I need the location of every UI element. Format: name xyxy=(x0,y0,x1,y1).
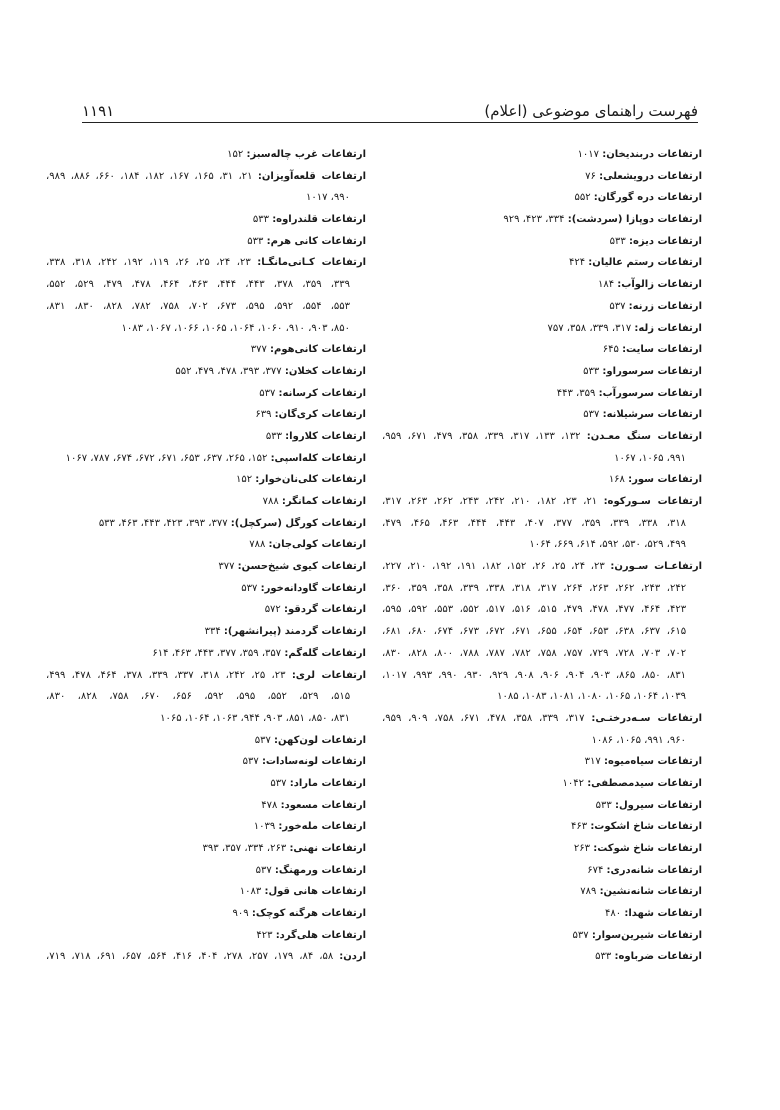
entry-page-refs: ۱۵۲، ۲۶۵، ۶۳۷، ۶۵۳، ۶۷۱، ۶۷۲، ۶۷۴، ۷۸۷، ۱۰۶۷ xyxy=(65,452,268,464)
index-entry-continuation xyxy=(46,318,366,340)
index-entry-continuation xyxy=(382,621,702,643)
entry-page-refs: ۳۱۷، ۳۳۹، ۳۵۸، ۷۵۷ xyxy=(547,322,632,334)
entry-heading: ارتفاعات هرگنه کوچک: xyxy=(251,908,366,920)
index-entry xyxy=(46,599,366,621)
index-entry xyxy=(382,708,702,730)
entry-page-refs: ۲۱، ۳۱، ۱۶۵، ۱۶۷، ۱۸۲، ۱۸۴، ۶۶۰، ۸۸۶، ۹۸۹، xyxy=(46,170,253,182)
entry-page-refs: ۸۳۱، ۸۵۰، ۸۶۵، ۹۰۳، ۹۰۴، ۹۰۶، ۹۰۸، ۹۲۹، ۹۳۰، ۹۹۰، ۹۹۳، ۱۰۱۷، xyxy=(382,669,687,681)
index-entry xyxy=(46,404,366,426)
index-entry xyxy=(382,838,702,860)
entry-heading: ارتفاعات کانی‌هوم: xyxy=(270,344,366,356)
entry-heading: ارتفاعات کلی‌نان‌خوار: xyxy=(255,474,366,486)
entry-heading: ارتفاعات سنگ معـدن: xyxy=(586,430,702,442)
index-entry xyxy=(382,795,702,817)
entry-page-refs: ۷۸۸ xyxy=(249,539,266,551)
index-entry xyxy=(46,925,366,947)
entry-page-refs: ۵۳۷ xyxy=(572,929,589,941)
index-entry xyxy=(382,773,702,795)
entry-heading: ارتفاعات سور: xyxy=(628,474,702,486)
entry-page-refs: ۳۷۷، ۳۹۳، ۴۲۳، ۴۴۳، ۴۶۳، ۵۳۳ xyxy=(98,517,228,529)
entry-heading: ارتفاعات سیاه‌میوه: xyxy=(603,756,702,768)
entry-page-refs: ۴۶۳ xyxy=(571,821,588,833)
index-entry xyxy=(46,361,366,383)
entry-page-refs: ۵۳۳ xyxy=(265,430,282,442)
index-entry xyxy=(382,469,702,491)
entry-page-refs: ۴۲۳، ۴۶۴، ۴۷۷، ۴۷۸، ۴۷۹، ۵۱۵، ۵۱۶، ۵۱۷، ۵۵۲، ۵۵۳، ۵۹۲، ۵۹۵، xyxy=(382,604,687,616)
entry-heading: ارتفاعات ماراد: xyxy=(289,777,366,789)
index-entry-continuation xyxy=(46,187,366,209)
entry-page-refs: ۵۸، ۸۴، ۱۷۹، ۲۵۷، ۲۷۸، ۴۰۴، ۴۱۶، ۵۶۴، ۶۵۷، ۶۹۱، ۷۱۸، ۷۱۹، xyxy=(46,951,334,963)
entry-heading: ارتفاعات دربندیخان: xyxy=(602,149,702,160)
index-entry xyxy=(46,252,366,274)
entry-page-refs: ۷۶ xyxy=(585,170,596,182)
entry-page-refs: ۲۳، ۲۴، ۲۵، ۲۶، ۱۱۹، ۱۹۲، ۲۴۲، ۳۱۸، ۳۳۸، xyxy=(46,257,251,269)
index-entry xyxy=(382,318,702,340)
entry-page-refs: ۲۱، ۲۳، ۱۸۲، ۲۱۰، ۲۴۲، ۲۴۳، ۲۶۲، ۲۶۳، ۳۱۷، xyxy=(382,496,598,507)
index-entry xyxy=(382,860,702,882)
index-entry xyxy=(46,339,366,361)
entry-heading: ارتفاعات کورگل (سرکچل): xyxy=(230,517,366,529)
index-entry xyxy=(382,426,702,448)
entry-page-refs: ۴۷۸ xyxy=(261,799,278,811)
entry-heading: ارتفاعات کمانگر: xyxy=(281,496,366,507)
index-entry xyxy=(46,730,366,752)
entry-page-refs: ۶۷۴ xyxy=(587,864,604,876)
entry-heading: ارتفاعات سیدمصطفی: xyxy=(587,777,702,789)
index-entry xyxy=(46,773,366,795)
entry-heading: ارتفاعات غرب چاله‌سبز: xyxy=(246,149,366,160)
entry-heading: ارتفاعات مله‌خور: xyxy=(278,821,366,833)
entry-heading: ارتفاعات شاخ اشکوت: xyxy=(590,821,702,833)
index-entry-continuation xyxy=(382,578,702,600)
entry-heading: ارتفاعات سـورکوه: xyxy=(603,496,702,507)
entry-page-refs: ۱۰۳۹، ۱۰۶۴، ۱۰۶۵، ۱۰۸۰، ۱۰۸۱، ۱۰۸۳، ۱۰۸۵ xyxy=(497,691,686,703)
entry-heading: ارتفاعات سرسورآب: xyxy=(598,387,702,399)
index-entry xyxy=(46,166,366,188)
entry-heading: ارتفاعات گله‌گم: xyxy=(284,647,366,659)
index-entry xyxy=(382,751,702,773)
entry-heading: ارتفاعات شاخ شوکت: xyxy=(593,843,702,854)
index-entry-continuation xyxy=(382,513,702,535)
index-entry xyxy=(46,448,366,470)
index-entry xyxy=(46,946,366,968)
entry-heading: ارتفاعات سـه‌درختـی: xyxy=(591,712,702,724)
entry-page-refs: ۱۳۲، ۱۳۳، ۳۱۷، ۳۳۹، ۳۵۸، ۴۷۹، ۶۷۱، ۹۵۹، xyxy=(382,430,581,442)
entry-page-refs: ۳۱۷ xyxy=(584,756,601,768)
entry-heading: ارتفاعات شهدا: xyxy=(624,908,702,920)
entry-heading: ارتفاعات قلندراوه: xyxy=(272,214,366,226)
entry-page-refs: ۴۲۴ xyxy=(568,257,586,269)
index-entry xyxy=(46,751,366,773)
entry-page-refs: ۱۵۲ xyxy=(227,149,244,160)
index-entry xyxy=(46,231,366,253)
entry-heading: ارتفاعات لونه‌سادات: xyxy=(261,756,366,768)
index-entry xyxy=(46,383,366,405)
entry-page-refs: ۹۰۹ xyxy=(232,908,249,920)
index-entry-continuation xyxy=(382,534,702,556)
index-entry xyxy=(46,621,366,643)
entry-heading: ارتفاعات کرسانه: xyxy=(278,387,366,399)
entry-page-refs: ۵۵۳، ۵۵۴، ۵۹۲، ۵۹۵، ۶۷۳، ۷۰۲، ۷۵۸، ۷۸۲، ۸۲۸، ۸۳۰، ۸۳۱، xyxy=(46,300,351,312)
entry-page-refs: ۵۳۷ xyxy=(609,300,626,312)
entry-page-refs: ۵۳۳ xyxy=(583,365,600,377)
index-entry xyxy=(382,187,702,209)
index-entry xyxy=(382,209,702,231)
index-entry xyxy=(382,925,702,947)
index-entry xyxy=(382,252,702,274)
entry-heading: اردن: xyxy=(339,951,366,963)
index-entry xyxy=(382,946,702,968)
entry-page-refs: ۲۶۳ xyxy=(573,843,591,854)
index-entry xyxy=(46,816,366,838)
entry-page-refs: ۹۹۰، ۱۰۱۷ xyxy=(305,192,350,204)
entry-page-refs: ۳۳۴ xyxy=(204,626,221,638)
entry-heading: ارتفاعات سرسوراو: xyxy=(602,365,702,377)
page-header xyxy=(82,92,698,120)
entry-page-refs: ۱۰۱۷ xyxy=(577,149,600,160)
index-entry xyxy=(46,426,366,448)
entry-page-refs: ۳۷۷ xyxy=(218,561,235,573)
entry-heading: ارتفاعات سیرول: xyxy=(614,799,702,811)
index-entry xyxy=(46,491,366,513)
entry-page-refs: ۱۰۴۲ xyxy=(562,777,584,789)
index-entry-continuation xyxy=(46,686,366,708)
entry-page-refs: ۱۰۳۹ xyxy=(253,821,276,833)
entry-page-refs: ۳۳۹، ۳۵۹، ۳۷۸، ۴۴۳، ۴۴۴، ۴۶۳، ۴۶۴، ۴۷۸، ۴۷۹، ۵۲۹، ۵۵۲، xyxy=(46,279,351,291)
entry-heading: ارتفاعات کری‌گان: xyxy=(274,409,366,421)
index-entry xyxy=(46,556,366,578)
entry-heading: ارتفاعات کلاروا: xyxy=(285,430,366,442)
entry-heading: ارتفاعات گردقو: xyxy=(284,604,366,616)
index-entry-continuation xyxy=(382,730,702,752)
entry-heading: ارتفاعات شانه‌دری: xyxy=(606,864,702,876)
index-entry xyxy=(46,903,366,925)
index-entry xyxy=(382,274,702,296)
entry-page-refs: ۷۸۹ xyxy=(580,886,597,898)
entry-heading: ارتفاعات ورمهنگ: xyxy=(274,864,366,876)
entry-heading: ارتفاعات کولی‌جان: xyxy=(268,539,366,551)
entry-heading: ارتفاعات سایت: xyxy=(622,344,702,356)
index-entry xyxy=(46,881,366,903)
entry-page-refs: ۵۳۳ xyxy=(609,235,626,247)
entry-page-refs: ۶۱۵، ۶۳۷، ۶۳۸، ۶۵۳، ۶۵۴، ۶۵۵، ۶۷۱، ۶۷۲، ۶۷۳، ۶۷۴، ۶۸۰، ۶۸۱، xyxy=(382,626,687,638)
entry-heading: ارتفاعات هلی‌گرد: xyxy=(275,929,366,941)
entry-page-refs: ۵۳۷ xyxy=(254,734,271,746)
entry-heading: ارتفاعات دوپازا (سردشت): xyxy=(567,214,702,226)
entry-heading: ارتفاعات کانی هرم: xyxy=(266,235,366,247)
entry-page-refs: ۲۴۲، ۲۴۳، ۲۶۲، ۲۶۳، ۲۶۴، ۳۱۷، ۳۱۸، ۳۳۸، ۳۳۹، ۳۵۸، ۳۵۹، ۳۶۰، xyxy=(382,582,687,594)
index-entry xyxy=(382,361,702,383)
running-title: فهرست راهنمای موضوعی (اعلام) xyxy=(484,102,698,120)
entry-page-refs: ۳۵۷، ۳۵۹، ۳۷۷، ۴۴۳، ۴۶۳، ۶۱۴ xyxy=(152,647,282,659)
entry-page-refs: ۳۳۴، ۴۲۳، ۹۲۹ xyxy=(503,214,565,226)
entry-heading: ارتفاعات نهنی: xyxy=(289,843,366,854)
entry-page-refs: ۷۸۸ xyxy=(262,496,279,507)
index-entry-continuation xyxy=(382,599,702,621)
entry-page-refs: ۵۳۷ xyxy=(242,756,259,768)
index-entry-continuation xyxy=(46,708,366,730)
index-entry xyxy=(46,860,366,882)
index-entry xyxy=(382,404,702,426)
entry-page-refs: ۸۵۰، ۹۰۳، ۹۱۰، ۱۰۶۰، ۱۰۶۴، ۱۰۶۵، ۱۰۶۶، ۱۰۶۷، ۱۰۸۳ xyxy=(121,322,350,334)
entry-heading: ارتفاعات دره گورگان: xyxy=(593,192,702,204)
index-entry xyxy=(382,166,702,188)
entry-page-refs: ۶۴۵ xyxy=(602,344,619,356)
entry-heading: ارتفاعات لری: xyxy=(291,669,366,681)
entry-page-refs: ۳۱۸، ۳۳۸، ۳۳۹، ۳۵۹، ۳۷۷، ۴۰۷، ۴۴۳، ۴۴۴، ۴۶۳، ۴۶۵، ۴۷۹، xyxy=(382,517,687,529)
entry-page-refs: ۵۳۷ xyxy=(241,582,258,594)
entry-page-refs: ۹۹۱، ۱۰۶۵، ۱۰۶۷ xyxy=(614,452,686,464)
entry-page-refs: ۱۸۴ xyxy=(597,279,615,291)
index-entry xyxy=(46,665,366,687)
entry-page-refs: ۳۵۹، ۴۴۳ xyxy=(556,387,596,399)
index-entry xyxy=(382,903,702,925)
entry-page-refs: ۲۶۳، ۳۳۴، ۳۵۷، ۳۹۳ xyxy=(202,843,287,854)
entry-page-refs: ۷۰۲، ۷۰۳، ۷۲۸، ۷۲۹، ۷۵۷، ۷۵۸، ۷۸۲، ۷۸۷، ۷۸۸، ۸۰۰، ۸۲۸، ۸۳۰، xyxy=(382,647,687,659)
index-entry xyxy=(382,231,702,253)
entry-heading: ارتفاعات شانه‌نشین: xyxy=(599,886,702,898)
index-entry-continuation xyxy=(46,274,366,296)
index-entry-continuation xyxy=(46,296,366,318)
index-entry-continuation xyxy=(382,448,702,470)
index-entry xyxy=(46,578,366,600)
entry-page-refs: ۳۷۷ xyxy=(250,344,267,356)
entry-heading: ارتفاعات شیرین‌سوار: xyxy=(591,929,702,941)
entry-heading: ارتفاعـات سـورن: xyxy=(610,561,702,573)
index-entry xyxy=(46,144,366,166)
entry-page-refs: ۱۵۲ xyxy=(235,474,253,486)
entry-page-refs: ۶۳۹ xyxy=(255,409,272,421)
index-entry xyxy=(46,534,366,556)
index-entry-continuation xyxy=(382,665,702,687)
entry-heading: ارتفاعات کخلان: xyxy=(284,365,366,377)
entry-page-refs: ۵۳۷ xyxy=(270,777,287,789)
index-entry xyxy=(46,209,366,231)
index-entry xyxy=(382,144,702,166)
entry-heading: ارتفاعات درویشعلی: xyxy=(599,170,702,182)
index-entry xyxy=(382,339,702,361)
entry-page-refs: ۴۹۹، ۵۲۹، ۵۳۰، ۵۹۲، ۶۱۴، ۶۶۹، ۱۰۶۴ xyxy=(529,539,686,551)
index-column-right xyxy=(382,144,702,968)
entry-heading: ارتفاعات مسعود: xyxy=(280,799,366,811)
entry-page-refs: ۸۳۱، ۸۵۰، ۸۵۱، ۹۰۳، ۹۴۴، ۱۰۶۳، ۱۰۶۴، ۱۰۶۵ xyxy=(160,712,350,724)
entry-page-refs: ۵۳۷ xyxy=(255,864,272,876)
entry-heading: ارتفاعات کـانی‌مانگـا: xyxy=(257,257,366,269)
entry-heading: ارتفاعات سرشیلانه: xyxy=(602,409,702,421)
entry-heading: ارتفاعات قلعه‌آویزان: xyxy=(257,170,366,182)
entry-page-refs: ۱۶۸ xyxy=(608,474,625,486)
entry-page-refs: ۲۳، ۲۵، ۲۴۲، ۳۱۸، ۳۳۷، ۳۳۹، ۳۷۸، ۴۶۴، ۴۷۸، ۴۹۹، xyxy=(46,669,286,681)
header-rule xyxy=(82,122,698,123)
page-number: ۱۱۹۱ xyxy=(82,102,115,120)
entry-page-refs: ۴۲۳ xyxy=(256,929,273,941)
entry-heading: ارتفاعات کله‌اسپی: xyxy=(270,452,366,464)
index-entry-continuation xyxy=(382,643,702,665)
entry-page-refs: ۵۳۳ xyxy=(595,799,612,811)
entry-heading: ارتفاعات کیوی شیخ‌حسن: xyxy=(237,561,366,573)
entry-heading: ارتفاعات گاودانه‌خور: xyxy=(260,582,366,594)
entry-page-refs: ۳۱۷، ۳۳۹، ۳۵۸، ۴۷۸، ۶۷۱، ۷۵۸، ۹۰۹، ۹۵۹، xyxy=(382,712,585,724)
index-entry xyxy=(46,838,366,860)
entry-page-refs: ۵۷۲ xyxy=(264,604,281,616)
entry-heading: ارتفاعات زالوآب: xyxy=(617,279,702,291)
index-entry xyxy=(382,296,702,318)
index-column-left xyxy=(46,144,366,968)
index-entry-continuation xyxy=(382,686,702,708)
entry-page-refs: ۳۷۷، ۳۹۳، ۴۷۸، ۴۷۹، ۵۵۲ xyxy=(175,365,282,377)
entry-page-refs: ۴۸۰ xyxy=(605,908,622,920)
index-entry xyxy=(382,491,702,513)
entry-page-refs: ۱۰۸۳ xyxy=(239,886,262,898)
entry-page-refs: ۵۱۵، ۵۲۹، ۵۵۲، ۵۹۵، ۵۹۲، ۶۵۶، ۶۷۰، ۷۵۸، ۸۲۸، ۸۳۰، xyxy=(46,691,351,703)
entry-page-refs: ۵۳۳ xyxy=(247,235,264,247)
entry-page-refs: ۹۶۰، ۹۹۱، ۱۰۶۵، ۱۰۸۶ xyxy=(591,734,686,746)
entry-heading: ارتفاعات گردمند (پیرانشهر): xyxy=(223,626,366,638)
index-entry xyxy=(46,513,366,535)
entry-heading: ارتفاعات ضرباوه: xyxy=(614,951,702,963)
entry-heading: ارتفاعات رستم عالیان: xyxy=(588,257,702,269)
entry-heading: ارتفاعات زله: xyxy=(634,322,702,334)
entry-heading: ارتفاعات دیزه: xyxy=(628,235,702,247)
index-entry xyxy=(382,383,702,405)
index-entry xyxy=(46,469,366,491)
entry-heading: ارتفاعات زرنه: xyxy=(628,300,702,312)
index-entry xyxy=(46,795,366,817)
entry-page-refs: ۵۳۷ xyxy=(259,387,276,399)
index-entry xyxy=(382,816,702,838)
entry-page-refs: ۵۳۳ xyxy=(595,951,612,963)
index-entry xyxy=(382,556,702,578)
entry-page-refs: ۵۳۳ xyxy=(252,214,269,226)
entry-page-refs: ۲۳، ۲۴، ۲۵، ۲۶، ۱۵۲، ۱۸۲، ۱۹۱، ۱۹۲، ۲۱۰، ۲۲۷، xyxy=(382,561,605,573)
entry-heading: ارتفاعات لون‌کهن: xyxy=(274,734,366,746)
entry-heading: ارتفاعات هانی قول: xyxy=(264,886,366,898)
index-entry xyxy=(382,881,702,903)
entry-page-refs: ۵۵۲ xyxy=(574,192,591,204)
index-entry xyxy=(46,643,366,665)
entry-page-refs: ۵۳۷ xyxy=(583,409,600,421)
